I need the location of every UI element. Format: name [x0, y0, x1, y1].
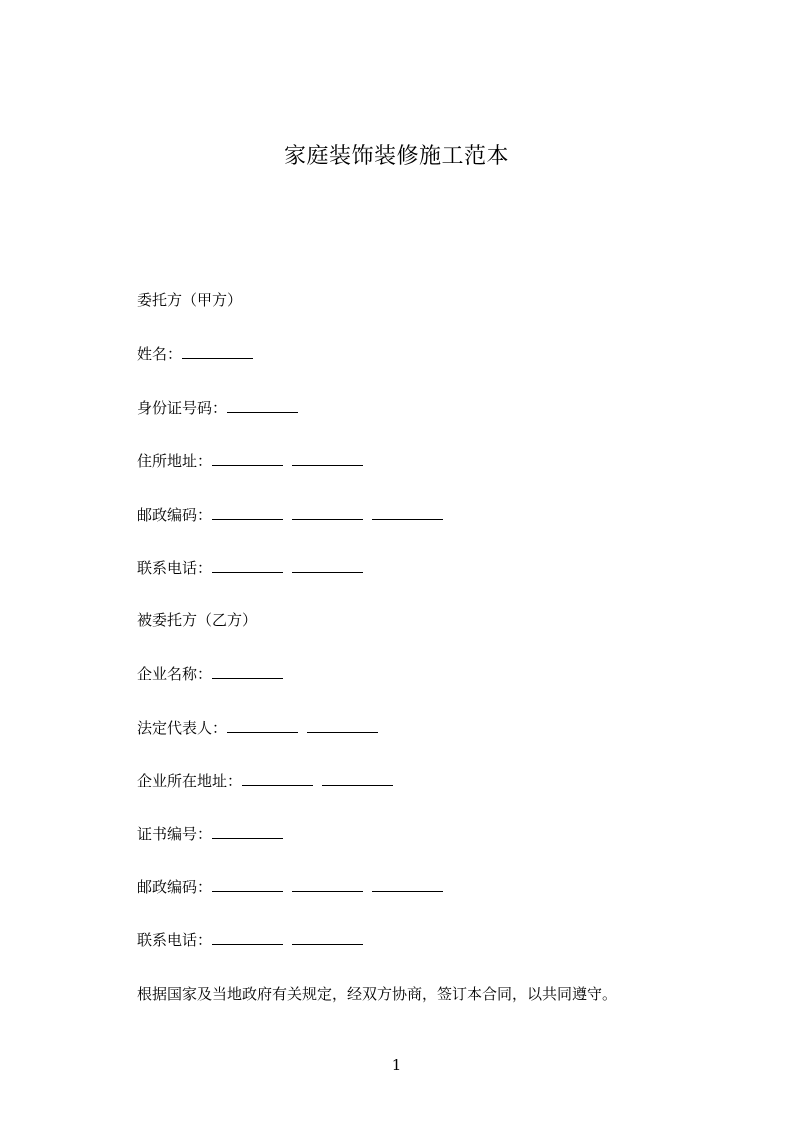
party-b-postcode-blank-3: [372, 877, 443, 892]
party-a-phone-blank-2: [292, 558, 363, 573]
party-a-name-label: 姓名：: [137, 345, 183, 363]
party-a-postcode-blank-3: [372, 505, 443, 520]
party-a-name-blank: [182, 344, 253, 359]
party-b-phone-blank-1: [212, 930, 283, 945]
party-a-postcode-label: 邮政编码：: [137, 506, 213, 524]
agreement-paragraph: [137, 983, 617, 1005]
party-b-heading-text: 被委托方（乙方）: [137, 611, 258, 629]
party-a-postcode-row: [137, 504, 443, 526]
party-b-legal-rep-blank-2: [307, 718, 378, 733]
party-b-address-row: [137, 770, 393, 792]
party-b-company-label: 企业名称：: [137, 665, 213, 683]
document-title: 家庭装饰装修施工范本: [283, 144, 509, 169]
party-b-legal-rep-row: [137, 717, 378, 739]
party-a-address-row: [137, 450, 363, 472]
party-a-name-row: [137, 343, 253, 365]
party-a-address-label: 住所地址：: [137, 452, 213, 470]
party-a-address-blank-2: [292, 451, 363, 466]
party-b-company-row: [137, 663, 283, 685]
party-a-id-row: [137, 397, 298, 419]
party-b-address-blank-2: [322, 771, 393, 786]
party-b-certificate-row: [137, 823, 283, 845]
party-a-postcode-blank-2: [292, 505, 363, 520]
party-a-phone-row: [137, 557, 363, 579]
party-a-postcode-blank-1: [212, 505, 283, 520]
party-b-legal-rep-label: 法定代表人：: [137, 719, 228, 737]
party-b-postcode-blank-2: [292, 877, 363, 892]
party-b-phone-label: 联系电话：: [137, 931, 213, 949]
party-b-phone-row: [137, 929, 363, 951]
party-b-postcode-row: [137, 876, 443, 898]
party-b-heading: [137, 609, 257, 631]
party-a-phone-label: 联系电话：: [137, 559, 213, 577]
party-a-phone-blank-1: [212, 558, 283, 573]
party-b-certificate-blank: [212, 824, 283, 839]
page-number: 1: [391, 1056, 402, 1074]
party-b-certificate-label: 证书编号：: [137, 825, 213, 843]
party-b-address-blank-1: [242, 771, 313, 786]
party-b-postcode-label: 邮政编码：: [137, 878, 213, 896]
party-a-heading-text: 委托方（甲方）: [137, 291, 243, 309]
party-b-postcode-blank-1: [212, 877, 283, 892]
agreement-text: 根据国家及当地政府有关规定，经双方协商，签订本合同，以共同遵守。: [137, 985, 618, 1003]
party-a-id-blank: [227, 398, 298, 413]
party-a-id-label: 身份证号码：: [137, 399, 228, 417]
party-b-address-label: 企业所在地址：: [137, 772, 243, 790]
party-b-phone-blank-2: [292, 930, 363, 945]
party-b-legal-rep-blank-1: [227, 718, 298, 733]
party-b-company-blank: [212, 664, 283, 679]
party-a-address-blank-1: [212, 451, 283, 466]
party-a-heading: [137, 289, 242, 311]
